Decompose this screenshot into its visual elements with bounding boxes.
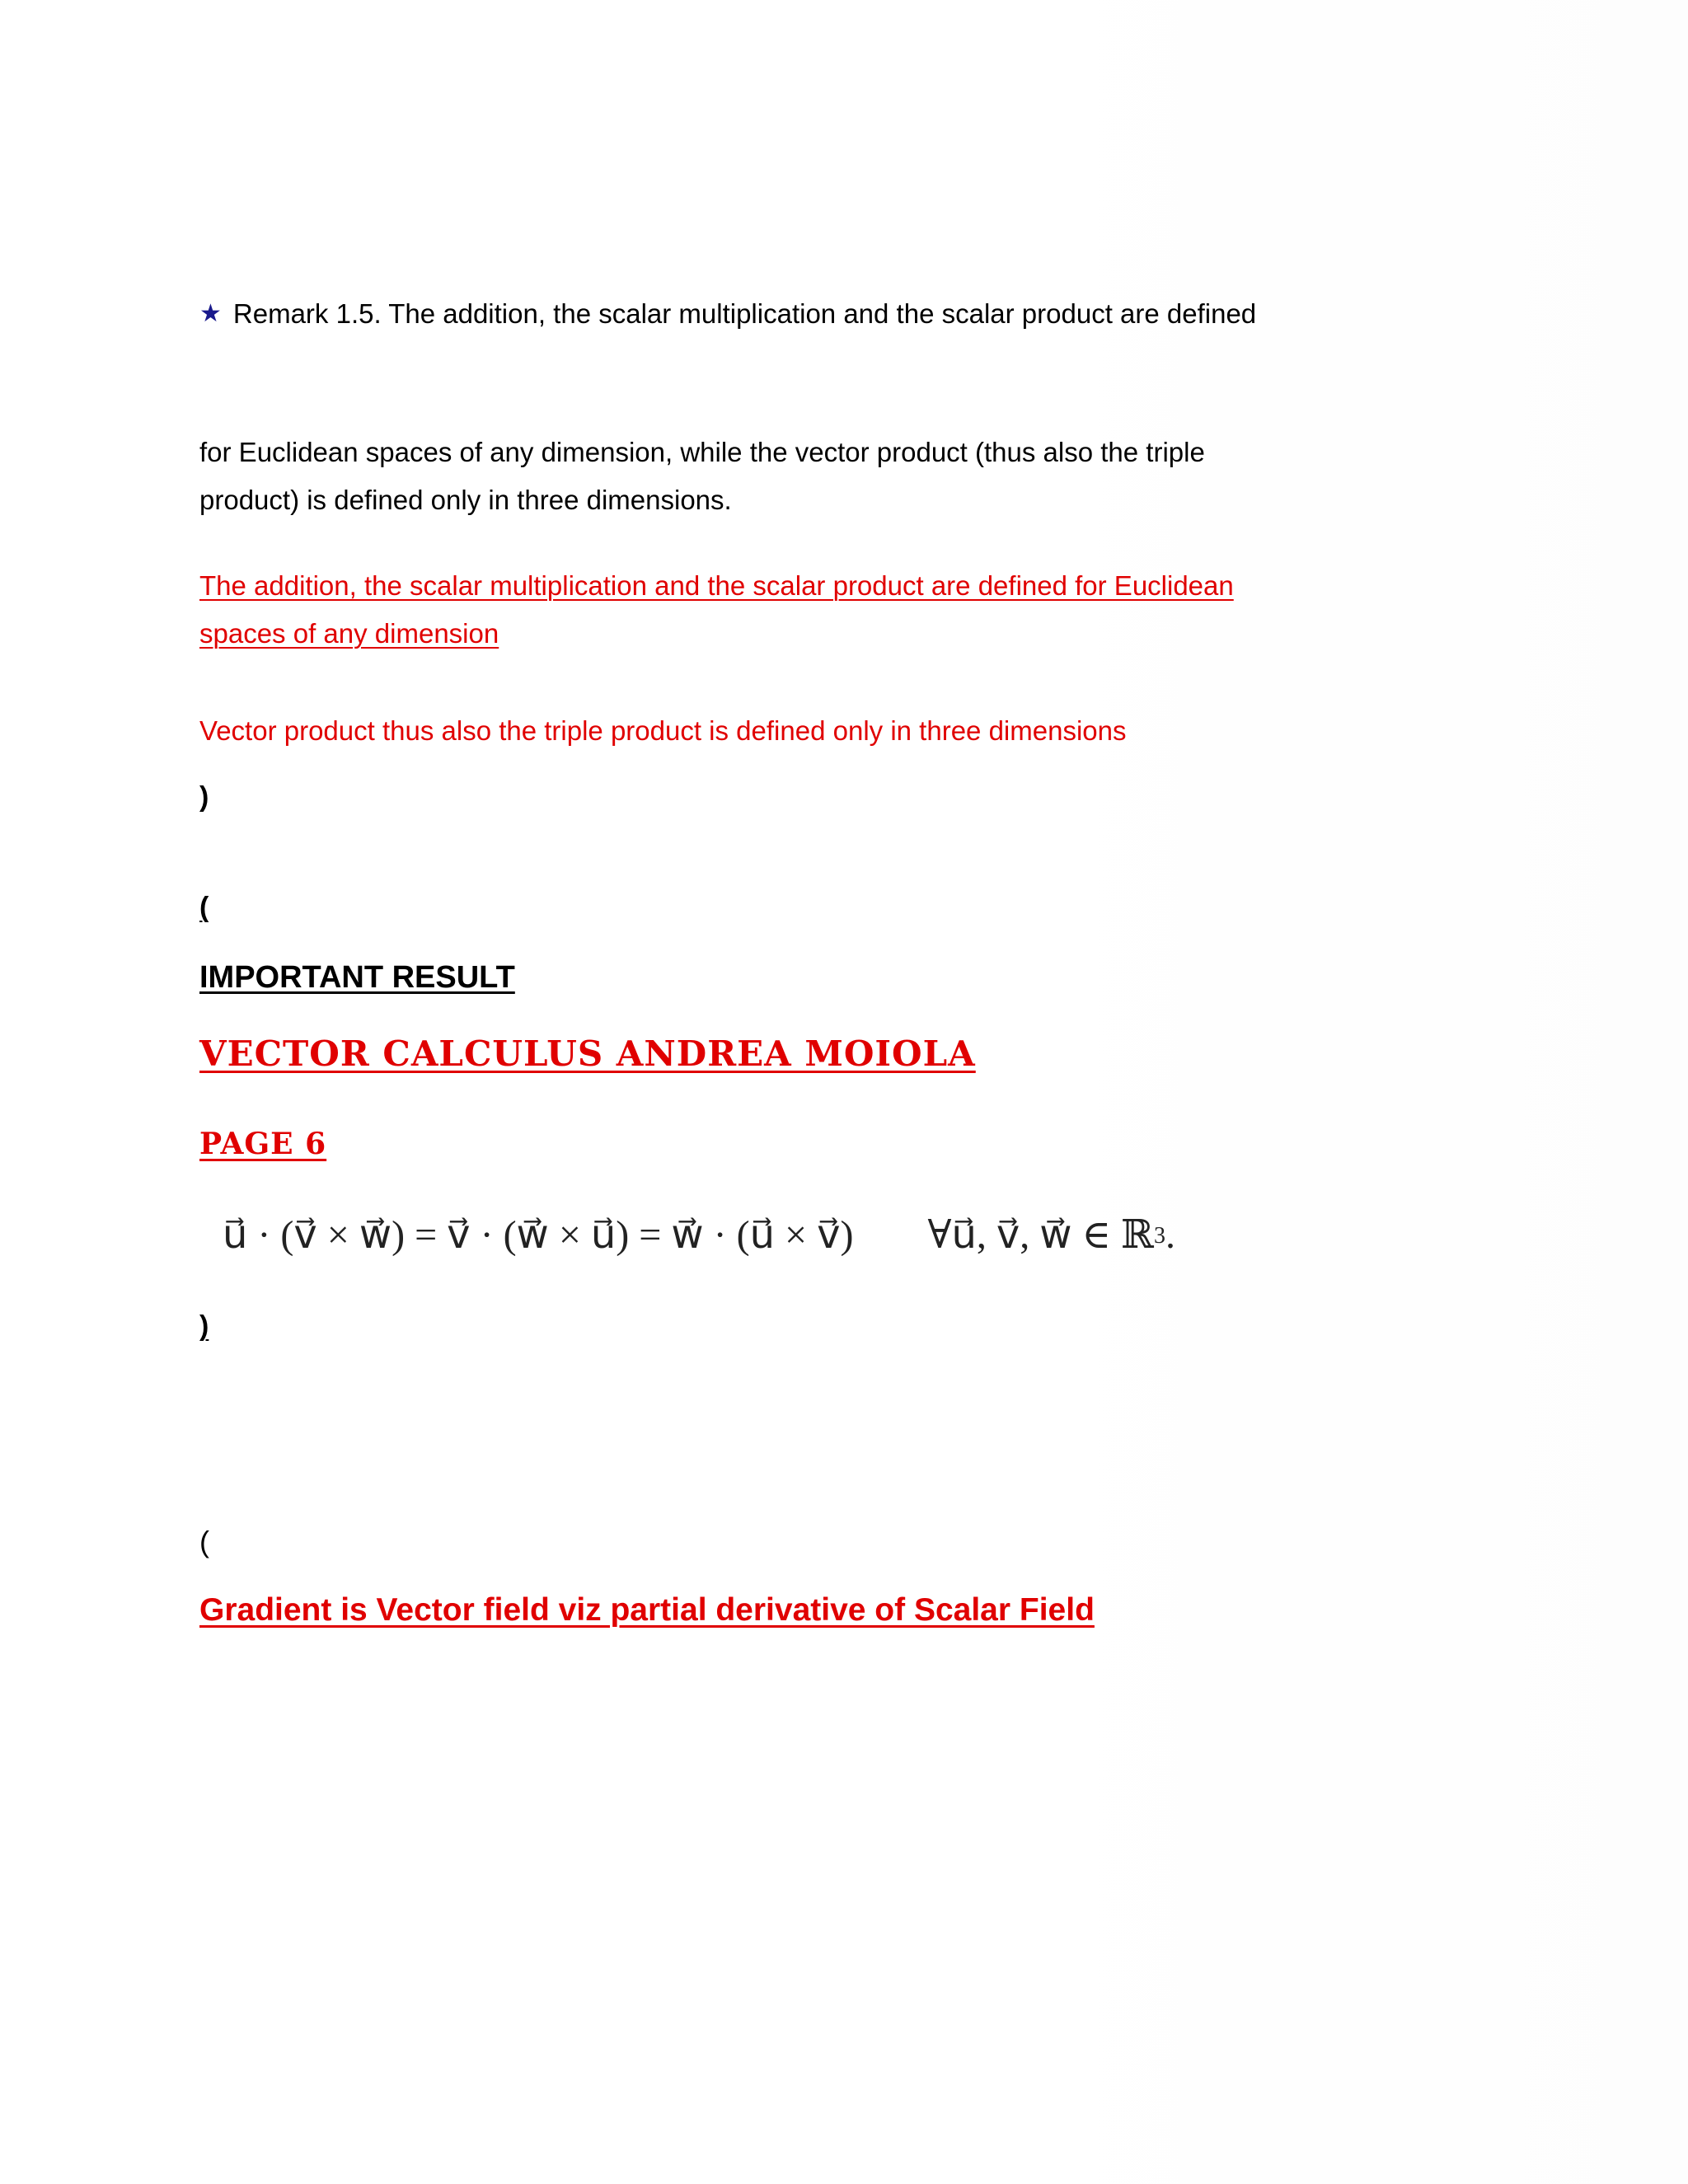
remark-line-3: product) is defined only in three dimensions. [199, 485, 732, 515]
remark-line-2: for Euclidean spaces of any dimension, while the vector product (thus also the triple [199, 437, 1205, 467]
gradient-heading: Gradient is Vector field viz partial derivative of Scalar Field [199, 1592, 1095, 1628]
formula-identity: u⃗ · (v⃗ × w⃗) = v⃗ · (w⃗ × u⃗) = w⃗ · (u⃗ × v⃗) [223, 1213, 854, 1257]
remark-line-1 [199, 290, 1256, 340]
close-paren-2: ) [199, 1310, 209, 1342]
red-note-line-3: Vector product thus also the triple product is defined only in three dimensions [199, 715, 1127, 746]
red-note-line-1: The addition, the scalar multiplication and the scalar product are defined for Euclidean [199, 570, 1234, 601]
formula-exponent: 3 [1153, 1223, 1165, 1249]
important-result-heading: IMPORTANT RESULT [199, 960, 515, 995]
formula-quantifier: ∀u⃗, v⃗, w⃗ ∈ ℝ [927, 1213, 1154, 1257]
open-paren-2: ( [199, 1525, 209, 1558]
remark-text-1: Remark 1.5. The addition, the scalar multiplication and the scalar product are defined [232, 298, 1257, 329]
triple-product-formula [223, 1212, 1175, 1258]
open-paren-1: ( [199, 892, 209, 923]
page-number-heading: PAGE 6 [199, 1127, 327, 1161]
red-note-line-2: spaces of any dimension [199, 618, 499, 649]
book-title-heading: VECTOR CALCULUS ANDREA MOIOLA [199, 1033, 976, 1074]
formula-period: . [1165, 1213, 1175, 1257]
star-icon: ★ [199, 300, 222, 327]
close-paren-1: ) [199, 781, 209, 813]
